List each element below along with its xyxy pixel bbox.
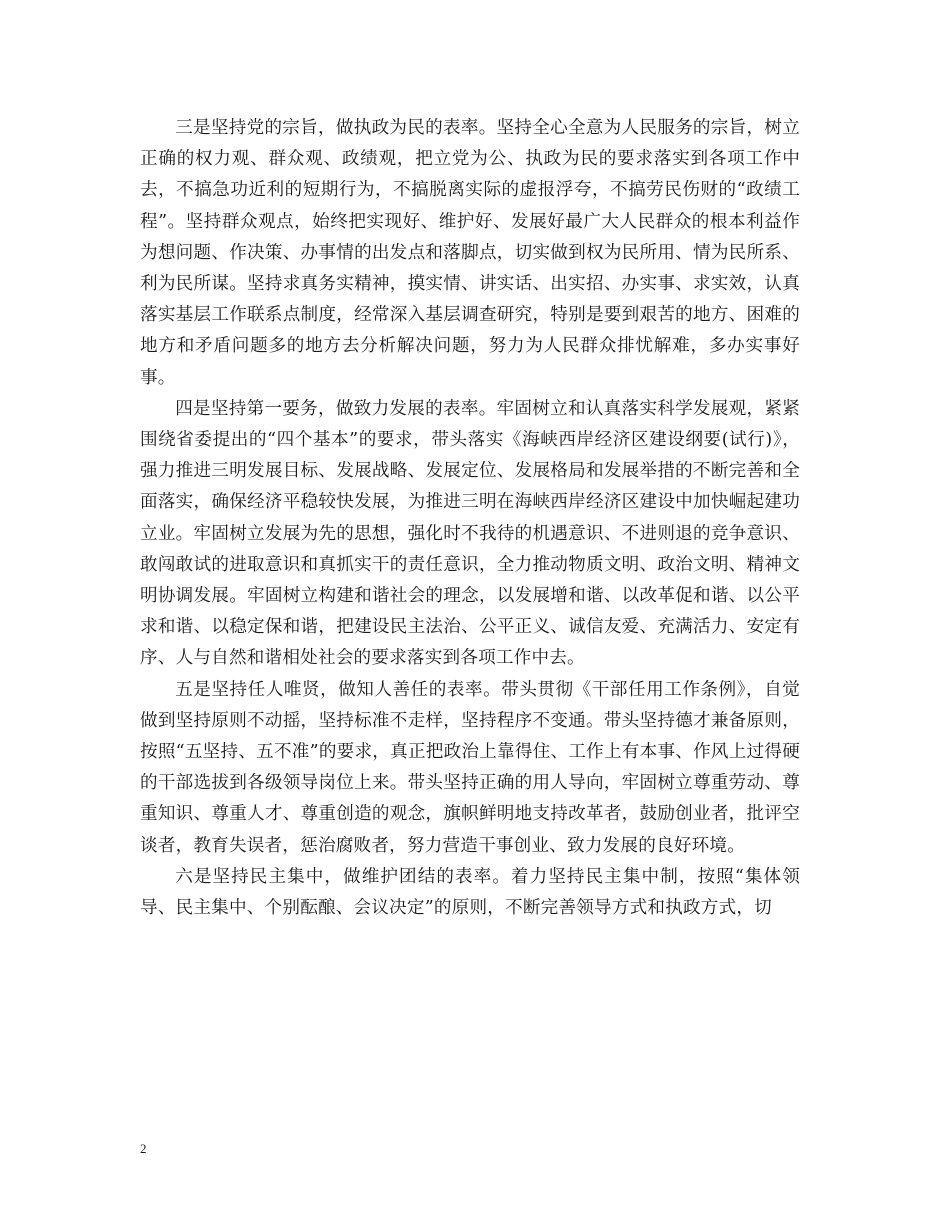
paragraph-1: 三是坚持党的宗旨，做执政为民的表率。坚持全心全意为人民服务的宗旨，树立正确的权力观、群众观、政绩观，把立党为公、执政为民的要求落实到各项工作中去，不搞急功近利的短期行为，不搞脱离实际的虚报浮夸，不搞劳民伤财的“政绩工程”。坚持群众观点，始终把实现好、维护好、发展好最广大人民群众的根本利益作为想问题、作决策、办事情的出发点和落脚点，切实做到权为民所用、情为民所系、利为民所谋。坚持求真务实精神，摸实情、讲实话、出实招、办实事、求实效，认真落实基层工作联系点制度，经常深入基层调查研究，特别是要到艰苦的地方、困难的地方和矛盾问题多的地方去分析解决问题，努力为人民群众排忧解难，多办实事好事。 [140,118,800,388]
paragraph-2: 四是坚持第一要务，做致力发展的表率。牢固树立和认真落实科学发展观，紧紧围绕省委提出的“四个基本”的要求，带头落实《海峡西岸经济区建设纲要(试行)》，强力推进三明发展目标、发展战略、发展定位、发展格局和发展举措的不断完善和全面落实，确保经济平稳较快发展，为推进三明在海峡西岸经济区建设中加快崛起建功立业。牢固树立发展为先的思想，强化时不我待的机遇意识、不进则退的竞争意识、敢闯敢试的进取意识和真抓实干的责任意识，全力推动物质文明、政治文明、精神文明协调发展。牢固树立构建和谐社会的理念，以发展增和谐、以改革促和谐、以公平求和谐、以稳定保和谐，把建设民主法治、公平正义、诚信友爱、充满活力、安定有序、人与自然和谐相处社会的要求落实到各项工作中去。 [140,398,800,669]
paragraph-4: 六是坚持民主集中，做维护团结的表率。着力坚持民主集中制，按照“集体领导、民主集中、个别酝酿、会议决定”的原则，不断完善领导方式和执政方式，切 [140,866,800,919]
page-number: 2 [140,1141,147,1156]
document-body [140,113,800,924]
paragraph-3: 五是坚持任人唯贤，做知人善任的表率。带头贯彻《干部任用工作条例》，自觉做到坚持原则不动摇，坚持标准不走样，坚持程序不变通。带头坚持德才兼备原则，按照“五坚持、五不准”的要求，真正把政治上靠得住、工作上有本事、作风上过得硬的干部选拔到各级领导岗位上来。带头坚持正确的用人导向，牢固树立尊重劳动、尊重知识、尊重人才、尊重创造的观念，旗帜鲜明地支持改革者，鼓励创业者，批评空谈者，教育失误者，惩治腐败者，努力营造干事创业、致力发展的良好环境。 [140,679,800,856]
